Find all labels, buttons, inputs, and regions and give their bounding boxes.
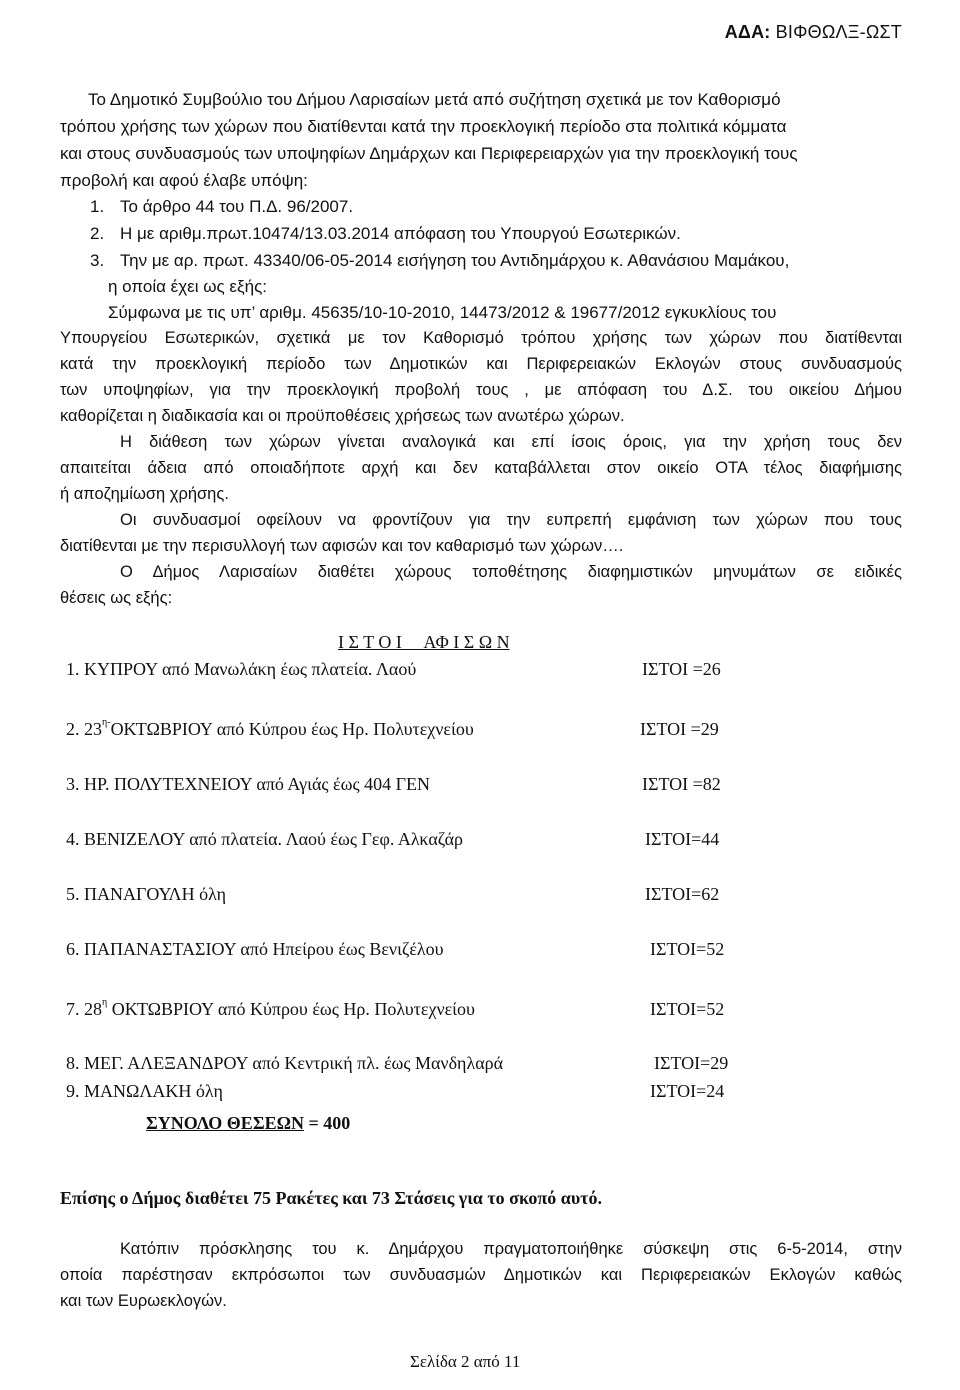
para3-last: διατίθενται με την περισυλλογή των αφισών και τον καθαρισμό των χώρων…. [60,537,624,555]
para3-first: Οι συνδυασμοί οφείλουν να φροντίζουν για την ευπρεπή εμφάνιση των χώρων που τους [120,511,902,529]
table-row-1-value: ΙΣΤΟΙ =26 [642,659,721,679]
para4-first: Ο Δήμος Λαρισαίων διαθέτει χώρους τοποθέτησης διαφημιστικών μηνυμάτων σε ειδικές [120,563,902,581]
intro-item-2-text: Η με αριθμ.πρωτ.10474/13.03.2014 απόφαση του Υπουργού Εσωτερικών. [120,224,681,243]
para4-last: θέσεις ως εξής: [60,589,173,607]
table-row-7-label: 7. $28^\eta$ ΟΚΤΩΒΡΙΟΥ από Κύπρου έως Ηρ. Πολυτεχνείου [66,997,475,1019]
para1-last: καθορίζεται η διαδικασία και οι προϋποθέσεις χρήσεως των ανωτέρω χώρων. [60,407,625,425]
also-statement: Επίσης ο Δήμος διαθέτει 75 Ρακέτες και 73 Στάσεις για το σκοπό αυτό. [60,1188,602,1208]
table-row-4-value: ΙΣΤΟΙ=44 [645,829,720,849]
intro-item-2-num: 2. [90,224,105,243]
table-row-2-label: 2. $23^{\eta-}OKT\Omega BPIO\Upsilon$ από Κύπρου έως Ηρ. Πολυτεχνείου [66,717,474,739]
para2-mid: απαιτείται άδεια από οποιαδήποτε αρχή και δεν καταβάλλεται στον οικείο ΟΤΑ τέλος διαφήμισης [60,459,902,477]
total-label: ΣΥΝΟΛΟ ΘΕΣΕΩΝ [146,1113,305,1133]
table-row-6-label: 6. ΠΑΠΑΝΑΣΤΑΣΙΟΥ από Ηπείρου έως Βενιζέλου [66,939,444,959]
para1-line-2: κατά την προεκλογική περίοδο των Δημοτικών και Περιφερειακών Εκλογών στους συνδυασμούς [60,355,902,373]
closing-last: και των Ευρωεκλογών. [60,1292,227,1310]
ada-label: ΑΔΑ: [724,22,771,42]
table-row-4-label: 4. ΒΕΝΙΖΕΛΟΥ από πλατεία. Λαού έως Γεφ. Αλκαζάρ [66,829,463,849]
intro-item-3-text: Την με αρ. πρωτ. 43340/06-05-2014 εισήγηση του Αντιδημάρχου κ. Αθανάσιου Μαμάκου, [120,251,790,270]
table-row-1-label: 1. ΚΥΠΡΟΥ από Μανωλάκη έως πλατεία. Λαού [66,659,417,679]
ada-header [725,22,902,43]
table-row-9-label: 9. ΜΑΝΩΛΑΚΗ όλη [66,1081,223,1101]
intro-line-1: Το Δημοτικό Συμβούλιο του Δήμου Λαρισαίων μετά από συζήτηση σχετικά με τον Καθορισμό [88,90,781,109]
table-row-7-value: ΙΣΤΟΙ=52 [650,999,725,1019]
para1-line-3: των υποψηφίων, για την προεκλογική προβολή τους , με απόφαση του Δ.Σ. του οικείου Δήμου [60,381,902,399]
total-value: = 400 [304,1113,351,1133]
table-row-5-label: 5. ΠΑΝΑΓΟΥΛΗ όλη [66,884,227,904]
table-row-3-value: ΙΣΤΟΙ =82 [642,774,721,794]
intro-line-4: προβολή και αφού έλαβε υπόψη: [60,171,308,190]
intro-item-1-text: Το άρθρο 44 του Π.Δ. 96/2007. [120,197,354,216]
closing-mid: οποία παρέστησαν εκπρόσωποι των συνδυασμών Δημοτικών και Περιφερειακών Εκλογών καθώς [60,1266,902,1284]
closing-first: Κατόπιν πρόσκλησης του κ. Δημάρχου πραγματοποιήθηκε σύσκεψη στις 6-5-2014, στην [120,1240,902,1258]
intro-line-3: και στους συνδυασμούς των υποψηφίων Δημάρχων και Περιφερειαρχών για την προεκλογική τους [60,144,798,163]
table-row-6-value: ΙΣΤΟΙ=52 [650,939,725,959]
para2-first: Η διάθεση των χώρων γίνεται αναλογικά και επί ίσοις όροις, για την χρήση τους δεν [120,433,902,451]
table-total [146,1113,350,1134]
intro-item-1-num: 1. [90,197,105,216]
table-row-2-value: ΙΣΤΟΙ =29 [640,719,719,739]
table-row-8-value: ΙΣΤΟΙ=29 [654,1053,729,1073]
page-footer: Σελίδα 2 από 11 [410,1352,521,1371]
table-title: Ι Σ Τ Ο Ι ΑΦ Ι Σ Ω Ν [338,632,510,652]
table-row-5-value: ΙΣΤΟΙ=62 [645,884,720,904]
intro-item-3-cont: η οποία έχει ως εξής: [108,277,267,296]
intro-item-3-cont2: Σύμφωνα με τις υπ’ αριθμ. 45635/10-10-2010, 14473/2012 & 19677/2012 εγκυκλίους του [108,303,777,322]
table-row-8-label: 8. ΜΕΓ. ΑΛΕΞΑΝΔΡΟΥ από Κεντρική πλ. έως Μανδηλαρά [66,1053,504,1073]
intro-item-3-num: 3. [90,251,105,270]
para1-line-1: Υπουργείου Εσωτερικών, σχετικά με τον Καθορισμό τρόπου χρήσης των χώρων που διατίθενται [60,329,902,347]
ada-code: ΒΙΦΘΩΛΞ-ΩΣΤ [775,22,902,42]
para2-last: ή αποζημίωση χρήσης. [60,485,229,503]
intro-line-2: τρόπου χρήσης των χώρων που διατίθενται κατά την προεκλογική περίοδο στα πολιτικά κόμματα [60,117,787,136]
table-row-9-value: ΙΣΤΟΙ=24 [650,1081,725,1101]
table-row-3-label: 3. ΗΡ. ΠΟΛΥΤΕΧΝΕΙΟΥ από Αγιάς έως 404 ΓΕΝ [66,774,430,794]
